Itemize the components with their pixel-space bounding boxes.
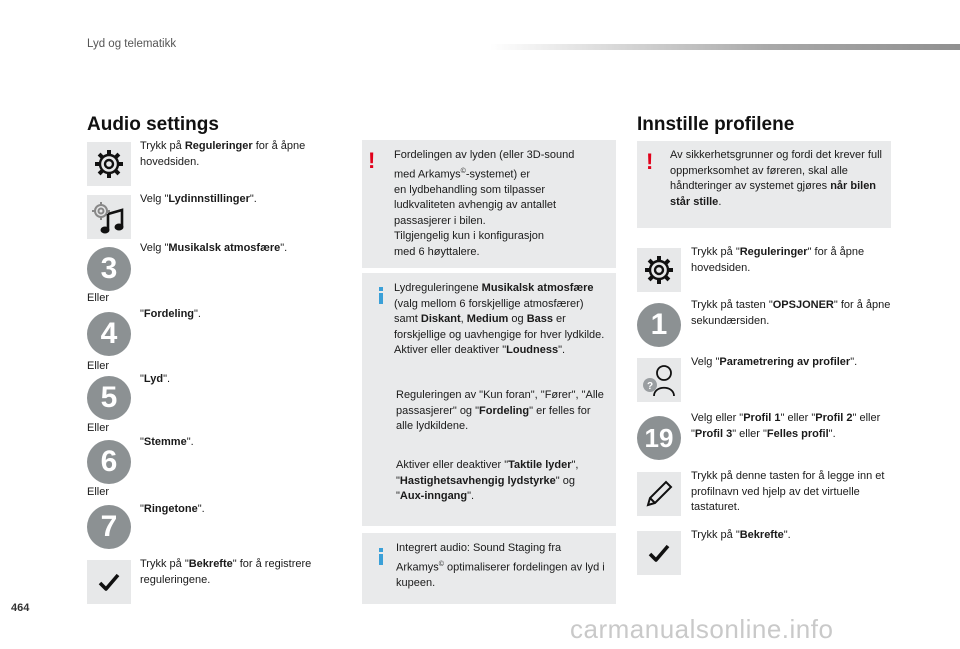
step-text: Trykk på Reguleringer for å åpne hovedsiden. [140, 140, 306, 168]
step-text: Velg eller "Profil 1" eller "Profil 2" eller "Profil 3" eller "Felles profil". [691, 412, 881, 440]
profile-icon [640, 363, 678, 397]
settings-gear-icon [643, 254, 675, 286]
info-text-3: Aktiver eller deaktiver "Taktile lyder", "Hastighetsavhengig lydstyrke" og "Aux-inngang". [396, 459, 579, 502]
warning-text: Fordelingen av lyden (eller 3D-sound med Arkamys©-systemet) er en lydbehandling som tilpasser ludkvaliteten avhengig av antallet passasjerer i bilen. Tilgjengelig kun i konfigurasjon med 6 høyttalere. [394, 149, 575, 258]
checkmark-icon [98, 572, 120, 592]
step-number-6[interactable]: 6 [87, 440, 131, 484]
watermark: carmanualsonline.info [570, 614, 834, 644]
step-text: Trykk på "Bekrefte". [691, 529, 791, 541]
step-number-7[interactable]: 7 [87, 505, 131, 549]
step-text: Trykk på "Bekrefte" for å registrere reguleringene. [140, 558, 312, 586]
step-number-4[interactable]: 4 [87, 312, 131, 356]
svg-text:?: ? [646, 381, 654, 392]
step-text: Trykk på denne tasten for å legge inn et profilnavn ved hjelp av det virtuelle tastaturet. [691, 470, 885, 513]
info-panel [362, 273, 616, 526]
info-text: Lydreguleringene Musikalsk atmosfære (valg mellom 6 forskjellige atmosfærer) samt Diskant, Medium og Bass er forskjellige og uavhengige for hver lydkilde. Aktiver eller deaktiver "Loudness". [394, 282, 605, 356]
step-text: "Lyd". [140, 373, 171, 385]
warning-text: Av sikkerhetsgrunner og fordi det krever full oppmerksomhet av føreren, skal alle håndteringer av systemet gjøres når bilen står stille. [670, 149, 882, 208]
info-text-2: Reguleringen av "Kun foran", "Fører", "Alle passasjerer" og "Fordeling" er felles for alle lydkildene. [396, 389, 604, 432]
profiles-title: Innstille profilene [637, 114, 795, 135]
confirm-button[interactable] [87, 560, 131, 604]
settings-button[interactable] [87, 142, 131, 186]
or-label: Eller [87, 292, 110, 304]
music-note-icon [91, 200, 127, 234]
step-text: "Ringetone". [140, 503, 205, 515]
page-number: 464 [11, 602, 30, 614]
warning-icon: ! [646, 149, 654, 174]
step-text: Trykk på tasten "OPSJONER" for å åpne sekundærsiden. [691, 299, 891, 327]
step-text: "Fordeling". [140, 308, 201, 320]
pencil-icon [644, 479, 674, 509]
settings-button[interactable] [637, 248, 681, 292]
info-panel-2 [362, 533, 616, 604]
warning-icon: ! [368, 148, 376, 173]
edit-name-button[interactable] [637, 472, 681, 516]
or-label: Eller [87, 360, 110, 372]
confirm-button[interactable] [637, 531, 681, 575]
step-text: Velg "Parametrering av profiler". [691, 356, 858, 368]
profile-settings-button[interactable] [637, 358, 681, 402]
warning-panel [362, 140, 616, 268]
info-icon [379, 287, 383, 304]
step-number-19[interactable]: 19 [637, 416, 681, 460]
step-text: "Stemme". [140, 436, 194, 448]
or-label: Eller [87, 422, 110, 434]
warning-panel [637, 141, 891, 228]
step-text: Trykk på "Reguleringer" for å åpne hovedsiden. [691, 246, 865, 274]
step-text: Velg "Musikalsk atmosfære". [140, 242, 288, 254]
info-icon [379, 548, 383, 565]
info-text: Integrert audio: Sound Staging fra Arkamys© optimaliserer fordelingen av lyd i kupeen. [396, 542, 605, 589]
checkmark-icon [648, 543, 670, 563]
header-bar [490, 44, 960, 50]
step-number-1[interactable]: 1 [637, 303, 681, 347]
step-number-3[interactable]: 3 [87, 247, 131, 291]
sound-settings-button[interactable] [87, 195, 131, 239]
step-text: Velg "Lydinnstillinger". [140, 193, 257, 205]
section-header: Lyd og telematikk [87, 38, 177, 50]
step-number-5[interactable]: 5 [87, 376, 131, 420]
or-label: Eller [87, 486, 110, 498]
audio-settings-title: Audio settings [87, 114, 219, 135]
settings-gear-icon [93, 148, 125, 180]
